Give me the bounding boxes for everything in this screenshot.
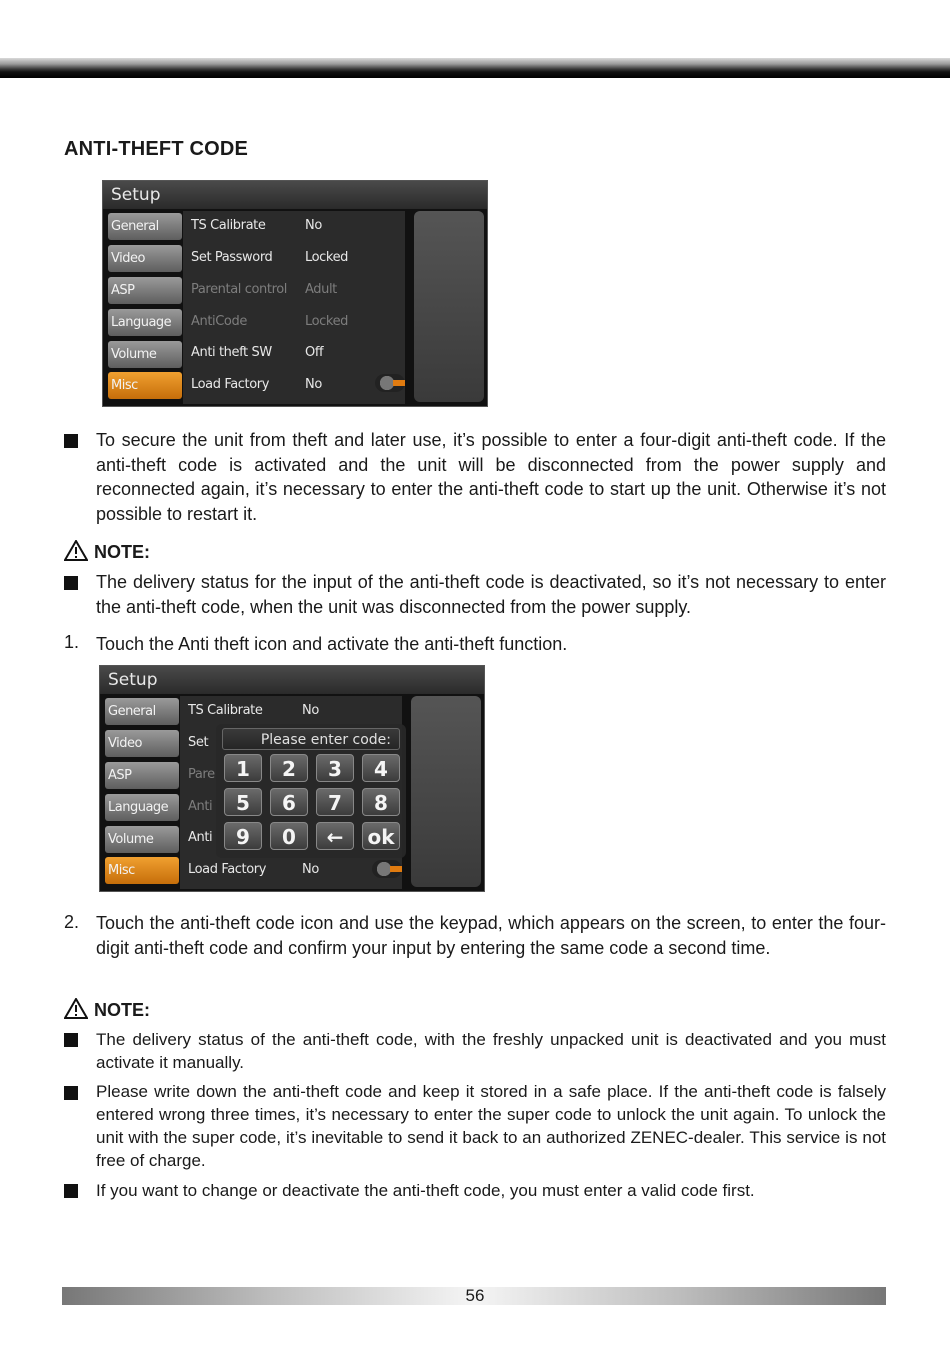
row-label-ts-calibrate[interactable]: TS Calibrate [188,703,263,718]
code-keypad [216,724,406,858]
warning-icon [64,540,88,561]
side-panel [411,696,481,887]
note-label: NOTE: [94,1000,150,1020]
key-9[interactable]: 9 [224,822,262,850]
bullet-marker [64,576,78,590]
row-value-parental-control: Adult [305,282,337,297]
tab-general[interactable]: General [105,698,179,725]
tab-video[interactable]: Video [105,730,179,757]
note2-bullet-2: Please write down the anti-theft code and keep it stored in a safe place. If the anti-theft code is falsely entered wrong three times, it’s necessary to enter the super code to unlock the unit again. To unlock the unit with the super code, it’s inevitable to send it back to an authorized ZENEC-dealer. This service is not free of charge. [96,1082,886,1170]
row-label-parental: Pare [188,767,215,782]
step-number: 2. [64,912,80,932]
bullet-marker [64,1184,78,1198]
note-heading-2 [64,998,150,1021]
row-value-anticode: Locked [305,314,349,329]
tab-asp[interactable]: ASP [105,762,179,789]
key-6[interactable]: 6 [270,788,308,816]
row-label-load-factory[interactable]: Load Factory [188,862,267,877]
setup-screenshot-2 [99,665,485,892]
tab-misc[interactable]: Misc [108,372,182,399]
row-value-load-factory: No [302,862,319,877]
tab-video[interactable]: Video [108,245,182,272]
note-heading-1 [64,540,150,563]
row-value-anti-theft-sw: Off [305,345,324,360]
note-label: NOTE: [94,542,150,562]
setup-screenshot-1 [102,180,488,407]
row-label-anticode: AntiCode [191,314,247,329]
row-label-set[interactable]: Set [188,735,209,750]
code-prompt: Please enter code: [222,728,400,750]
key-2[interactable]: 2 [270,754,308,782]
row-label-anti-theft-sw[interactable]: Anti theft SW [191,345,272,360]
intro-paragraph: To secure the unit from theft and later use, it’s possible to enter a four-digit anti-theft code. If the anti-theft code is activated and the unit will be disconnected from the power supply and reconnected again, it’s necessary to enter the anti-theft code to start up the unit. Otherwise it’s not possible to restart it. [96,430,886,524]
key-8[interactable]: 8 [362,788,400,816]
tab-general[interactable]: General [108,213,182,240]
key-7[interactable]: 7 [316,788,354,816]
row-value-ts-calibrate: No [305,218,322,233]
page-number: 56 [465,1286,485,1305]
tab-language[interactable]: Language [105,794,179,821]
backspace-key[interactable]: ← [316,822,354,850]
bullet-marker [64,1033,78,1047]
tab-language[interactable]: Language [108,309,182,336]
step2-text: Touch the anti-theft code icon and use the keypad, which appears on the screen, to enter the four-digit anti-theft code and confirm your input by entering the same code a second time. [96,913,886,958]
key-3[interactable]: 3 [316,754,354,782]
bullet-marker [64,1086,78,1100]
tab-volume[interactable]: Volume [105,826,179,853]
tab-asp[interactable]: ASP [108,277,182,304]
row-label-parental-control: Parental control [191,282,287,297]
row-label-anti-theft[interactable]: Anti [188,830,213,845]
side-panel [414,211,484,402]
step1-text: Touch the Anti theft icon and activate the anti-theft function. [96,634,568,654]
row-label-load-factory[interactable]: Load Factory [191,377,270,392]
setup-title: Setup [100,666,484,694]
row-value-load-factory: No [305,377,322,392]
setup-title: Setup [103,181,487,209]
row-value-set-password: Locked [305,250,349,265]
note2-bullet-3: If you want to change or deactivate the anti-theft code, you must enter a valid code first. [96,1181,755,1200]
row-value-ts-calibrate: No [302,703,319,718]
note1-text: The delivery status for the input of the anti-theft code is deactivated, so it’s not necessary to enter the anti-theft code, when the unit was disconnected from the power supply. [96,572,886,617]
key-4[interactable]: 4 [362,754,400,782]
key-1[interactable]: 1 [224,754,262,782]
exit-icon[interactable] [372,860,402,878]
note2-bullet-1: The delivery status of the anti-theft code, with the freshly unpacked unit is deactivated and you must activate it manually. [96,1030,886,1072]
warning-icon [64,998,88,1019]
header-bar [0,58,950,78]
section-title: ANTI-THEFT CODE [64,138,249,160]
exit-icon[interactable] [375,374,405,392]
bullet-marker [64,434,78,448]
tab-volume[interactable]: Volume [108,341,182,368]
row-label-set-password[interactable]: Set Password [191,250,273,265]
row-label-ts-calibrate[interactable]: TS Calibrate [191,218,266,233]
tab-misc[interactable]: Misc [105,857,179,884]
step-number: 1. [64,632,80,652]
ok-key[interactable]: ok [362,822,400,850]
settings-panel [183,211,405,404]
key-5[interactable]: 5 [224,788,262,816]
key-0[interactable]: 0 [270,822,308,850]
row-label-anticode: Anti [188,799,213,814]
